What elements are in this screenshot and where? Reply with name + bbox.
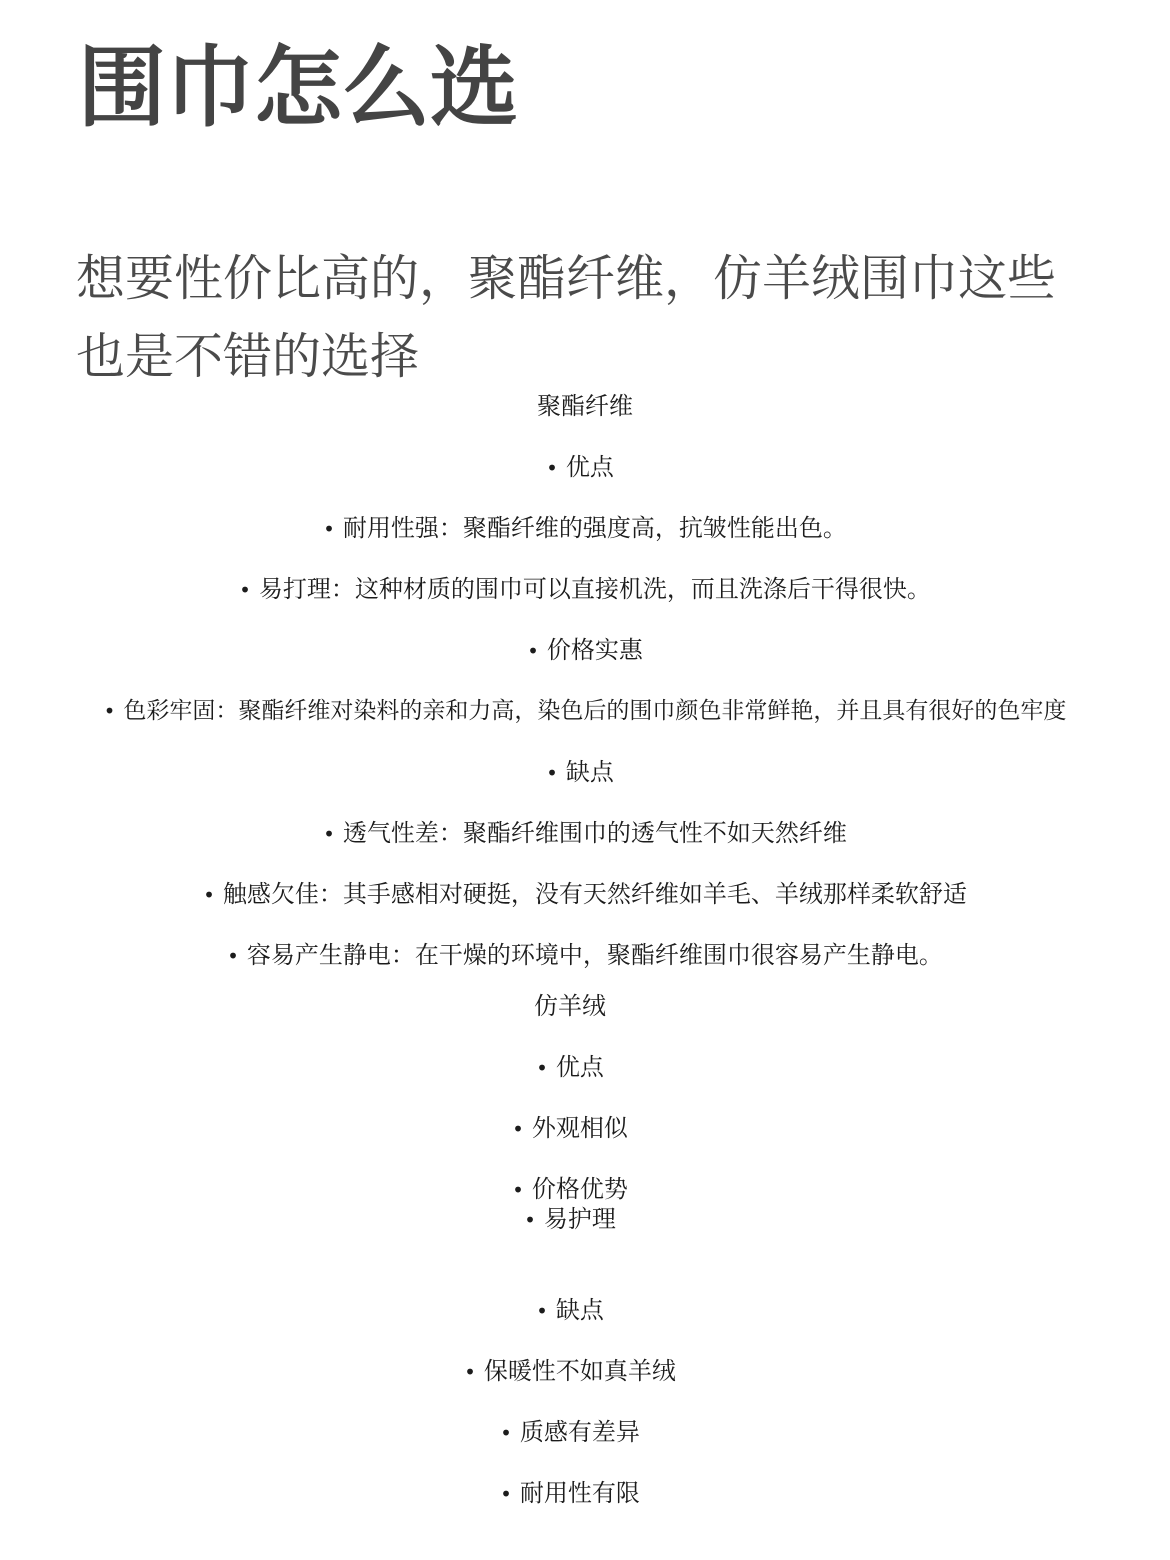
list-item-label: 易打理：这种材质的围巾可以直接机洗，而且洗涤后干得很快。 <box>258 575 931 603</box>
page-subtitle: 想要性价比高的，聚酯纤维，仿羊绒围巾这些也是不错的选择 <box>76 250 1057 385</box>
faux-cashmere-pro-item <box>0 1173 1155 1206</box>
list-item-label: 耐用性有限 <box>519 1479 640 1507</box>
list-item-label: 价格优势 <box>531 1175 628 1203</box>
list-item-label: 外观相似 <box>531 1114 628 1142</box>
page-title: 围巾怎么选 <box>78 36 519 139</box>
bullet-icon: • <box>203 883 215 907</box>
list-item-label: 容易产生静电：在干燥的环境中，聚酯纤维围巾很容易产生静电。 <box>246 941 943 969</box>
bullet-icon: • <box>512 1178 524 1202</box>
bullet-icon: • <box>239 578 251 602</box>
faux-cashmere-cons-label <box>0 1294 1155 1327</box>
bullet-icon: • <box>500 1421 512 1445</box>
polyester-pro-item <box>0 695 1170 727</box>
list-item-label: 透气性差：聚酯纤维围巾的透气性不如天然纤维 <box>342 819 847 847</box>
list-item-label: 缺点 <box>565 758 614 786</box>
section-heading-faux-cashmere <box>0 990 1155 1022</box>
bullet-icon: • <box>323 517 335 541</box>
list-item-label: 易护理 <box>543 1205 616 1233</box>
bullet-icon: • <box>536 1056 548 1080</box>
list-item-label: 色彩牢固：聚酯纤维对染料的亲和力高，染色后的围巾颜色非常鲜艳，并且具有很好的色牢度 <box>123 698 1067 724</box>
bullet-icon: • <box>512 1117 524 1141</box>
list-item-label: 质感有差异 <box>519 1418 640 1446</box>
list-item-label: 缺点 <box>555 1296 604 1324</box>
polyester-pros-label <box>0 451 1165 484</box>
faux-cashmere-pro-item <box>0 1203 1155 1236</box>
bullet-icon: • <box>546 456 558 480</box>
bullet-icon: • <box>546 761 558 785</box>
section-heading-polyester <box>0 390 1170 422</box>
list-item-label: 优点 <box>555 1053 604 1081</box>
bullet-icon: • <box>524 1208 536 1232</box>
bullet-icon: • <box>500 1482 512 1506</box>
polyester-con-item <box>0 939 1170 972</box>
list-item-label: 价格实惠 <box>546 636 643 664</box>
faux-cashmere-pros-label <box>0 1051 1155 1084</box>
polyester-pro-item <box>0 634 1170 667</box>
list-item-label: 优点 <box>565 453 614 481</box>
faux-cashmere-con-item <box>0 1477 1155 1510</box>
bullet-icon: • <box>103 699 116 723</box>
polyester-con-item <box>0 878 1170 911</box>
faux-cashmere-con-item <box>0 1416 1155 1449</box>
bullet-icon: • <box>527 639 539 663</box>
list-item-label: 保暖性不如真羊绒 <box>483 1357 676 1385</box>
polyester-pro-item <box>0 573 1170 606</box>
bullet-icon: • <box>536 1299 548 1323</box>
polyester-pro-item <box>0 512 1170 545</box>
list-item-label: 触感欠佳：其手感相对硬挺，没有天然纤维如羊毛、羊绒那样柔软舒适 <box>222 880 967 908</box>
faux-cashmere-con-item <box>0 1355 1155 1388</box>
bullet-icon: • <box>323 822 335 846</box>
polyester-con-item <box>0 817 1170 850</box>
section-heading-label: 仿羊绒 <box>534 992 606 1020</box>
polyester-cons-label <box>0 756 1165 789</box>
bullet-icon: • <box>227 944 239 968</box>
section-heading-label: 聚酯纤维 <box>537 392 633 420</box>
bullet-icon: • <box>464 1360 476 1384</box>
faux-cashmere-pro-item <box>0 1112 1155 1145</box>
list-item-label: 耐用性强：聚酯纤维的强度高，抗皱性能出色。 <box>342 514 847 542</box>
